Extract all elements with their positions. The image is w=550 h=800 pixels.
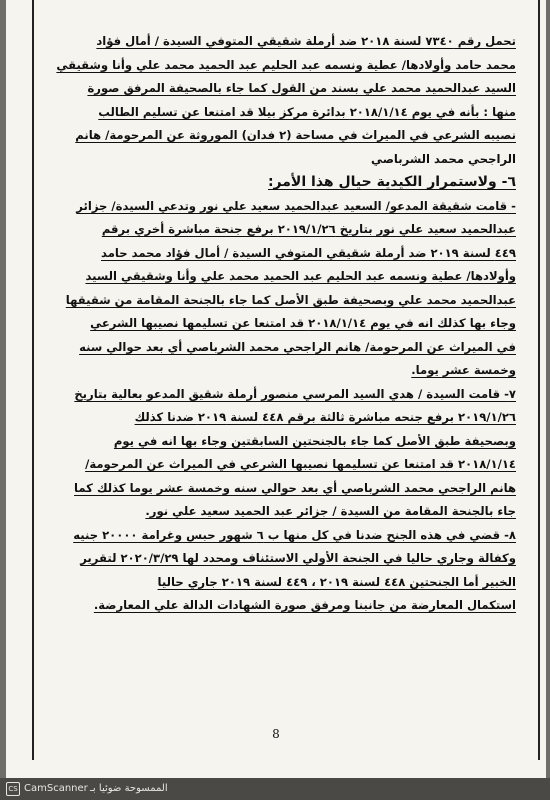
text-line: وبصحيفة طبق الأصل كما جاء بالجنحتين السابقتين وجاء بها انه في يوم — [113, 433, 516, 448]
text-line: ٢٠١٩/١/٢٦ برفع جنحه مباشرة ثالثة برقم ٤٤٨ لسنة ٢٠١٩ ضدنا كذلك — [134, 410, 516, 424]
section-6-heading: ٦- ولاستمرار الكيدية حيال هذا الأمر: — [267, 174, 516, 190]
text-line: الخبير أما الجنحتين ٤٤٨ لسنة ٢٠١٩ ، ٤٤٩ لسنة ٢٠١٩ جاري حاليا — [157, 574, 516, 589]
text-line: ٧- قامت السيدة / هدي السيد المرسي منصور أرملة شقيق المدعو بعالية بتاريخ — [74, 386, 516, 401]
page-border-left — [32, 0, 34, 760]
text-line: - قامت شقيقة المدعو/ السعيد عبدالحميد سعيد علي نور وتدعي السيدة/ جزائر — [76, 198, 516, 213]
text-line: وأولادها/ عطية ونسمه عبد الحليم عبد الحميد محمد علي وأنا وشقيقي السيد — [85, 269, 516, 283]
page-number: 8 — [272, 727, 280, 741]
text-line: جاء بالجنحة المقامة من السيدة / جزائر عبد الحميد سعيد علي نور. — [145, 504, 516, 518]
text-line: استكمال المعارضة من جانبنا ومرفق صورة الشهادات الدالة علي المعارضة. — [93, 598, 516, 612]
text-line: السيد عبدالحميد محمد علي بسند من القول كما جاء بالصحيفة المرفق صورة — [87, 81, 516, 95]
scanned-with-caption: الممسوحة ضوئيا بـ — [90, 783, 168, 794]
text-line: عبدالحميد سعيد علي نور بتاريخ ٢٠١٩/١/٢٦ برفع جنحة مباشرة أخري برقم — [101, 222, 516, 236]
text-line: ٤٤٩ لسنة ٢٠١٩ ضد أرملة شقيقي المتوفي السيدة / أمال فؤاد محمد حامد — [101, 245, 516, 260]
text-line: محمد حامد وأولادها/ عطية ونسمه عبد الحليم عبد الحميد محمد علي وأنا وشقيقي — [56, 57, 516, 72]
camscanner-logo-icon: CS — [6, 782, 20, 796]
text-line: عبدالحميد محمد علي وبصحيفة طبق الأصل كما جاء بالجنحة المقامة من شقيقها — [65, 292, 516, 307]
text-line: الراجحي محمد الشرباصي — [370, 151, 516, 166]
text-line: منها : بأنه في يوم ٢٠١٨/١/١٤ بدائرة مركز بيلا قد امتنعا عن تسليم الطالب — [98, 104, 516, 119]
document-body — [46, 30, 516, 618]
page-border-right — [538, 0, 540, 760]
text-line: وكفالة وجاري حاليا في الجنحة الأولي الاستئناف ومحدد لها ٢٠٢٠/٣/٢٩ لتقرير — [80, 551, 516, 565]
text-line: وجاء بها كذلك انه في يوم ٢٠١٨/١/١٤ قد امتنعا عن تسليمها نصيبها الشرعي — [90, 316, 516, 330]
text-line: تحمل رقم ٧٣٤٠ لسنة ٢٠١٨ ضد أرملة شقيقي المتوفي السيدة / أمال فؤاد — [96, 34, 516, 48]
text-line: وخمسة عشر يوما. — [411, 363, 516, 377]
text-line: نصيبه الشرعي في الميراث في مساحة (٢ فدان) الموروثة عن المرحومة/ هانم — [75, 128, 516, 142]
text-line: ٨- قضي في هذه الجنح ضدنا في كل منها ب ٦ شهور حبس وغرامة ٢٠٠٠٠ جنيه — [73, 527, 516, 542]
text-line: هانم الراجحي محمد الشرباصي أي بعد حوالي سنه وخمسة عشر يوما كذلك كما — [74, 480, 516, 495]
camscanner-name: CamScanner — [24, 783, 88, 794]
text-line: في الميراث عن المرحومة/ هانم الراجحي محمد الشرباصي أي بعد حوالي سنه — [79, 339, 516, 354]
text-line: ٢٠١٨/١/١٤ قد امتنعا عن تسليمها نصيبها الشرعي في الميراث عن المرحومة/ — [85, 457, 516, 471]
scanned-page — [6, 0, 546, 778]
scanner-footer — [0, 778, 550, 800]
